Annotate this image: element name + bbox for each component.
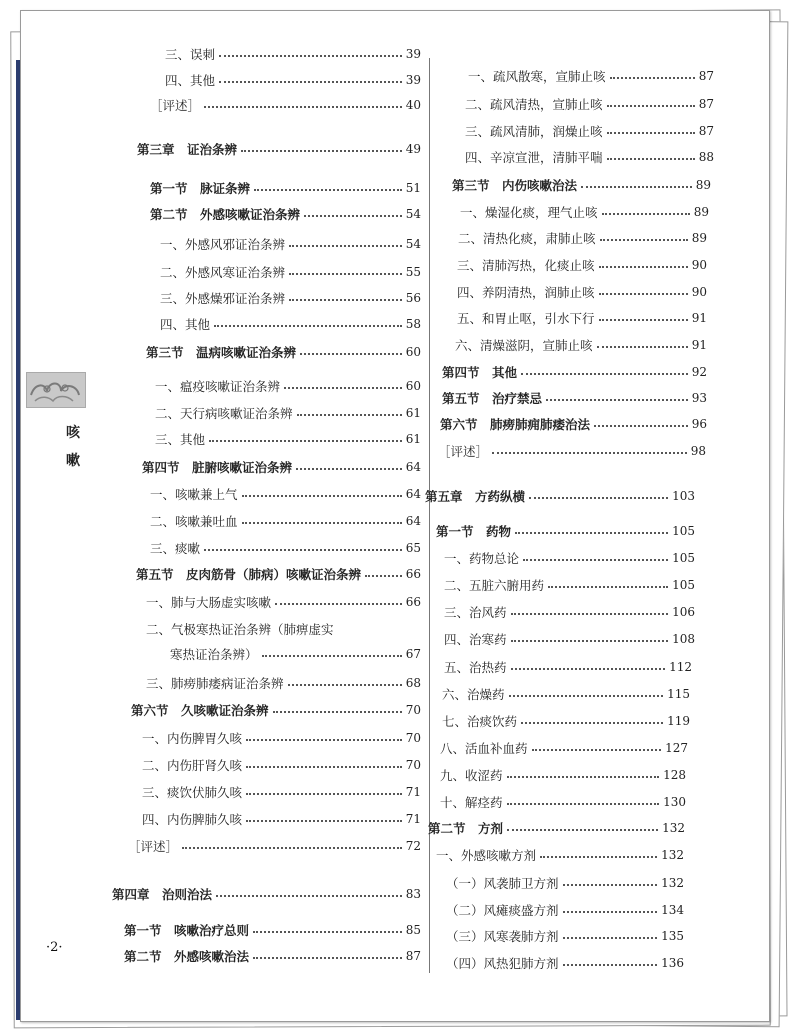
toc-entry[interactable] [444,657,692,677]
toc-entry[interactable] [440,792,686,812]
leader-dots [507,776,660,778]
toc-entry-page: 92 [691,365,707,379]
toc-entry-title: 八、活血补血药 [440,741,528,756]
toc-entry-page: 83 [405,887,421,901]
toc-entry[interactable] [142,728,421,748]
toc-entry-page: 54 [405,207,421,221]
leader-dots [602,213,690,215]
toc-entry-title: 六、清燥滋阴，宣肺止咳 [455,338,593,353]
toc-entry-page: 108 [672,632,695,646]
toc-entry-page: 119 [667,714,690,728]
toc-entry-page: 136 [661,956,684,970]
toc-entry-continuation[interactable] [170,644,421,664]
leader-dots [254,189,402,191]
toc-entry-page: 64 [405,460,421,474]
toc-entry-page: 127 [665,741,688,755]
toc-entry-page: 66 [405,567,421,581]
toc-entry-title: 二、内伤肝肾久咳 [142,758,243,773]
toc-entry-title: 四、养阴清热，润肺止咳 [457,285,595,300]
toc-entry-title: 三、痰饮伏肺久咳 [142,785,243,800]
toc-entry[interactable] [146,619,421,639]
toc-entry-title: ［评述］ [438,444,489,459]
leader-dots [599,319,688,321]
toc-entry-title: 二、外感风寒证治条辨 [160,265,286,280]
toc-entry[interactable] [142,755,421,775]
toc-entry[interactable] [465,121,714,141]
leader-dots [599,293,688,295]
toc-entry-title: （二）风瘫痰盛方剂 [446,903,559,918]
toc-entry-page: 96 [691,417,707,431]
leader-dots [219,81,402,83]
toc-entry-title: 第四章 治则治法 [112,887,213,902]
side-heading-char-1: 咳 [66,425,80,441]
toc-entry[interactable] [160,262,421,282]
toc-entry[interactable] [457,255,707,275]
toc-entry-title: 第二节 方剂 [428,821,504,836]
toc-entry-page: 134 [661,903,684,917]
leader-dots [289,273,402,275]
toc-entry-page: 106 [672,605,695,619]
toc-entry-title: （四）风热犯肺方剂 [446,956,559,971]
leader-dots [600,239,688,241]
toc-entry-page: 39 [405,73,421,87]
toc-entry[interactable] [146,673,421,693]
side-heading-char-2: 嗽 [66,453,80,469]
toc-entry-title: 三、误刺 [165,47,216,62]
leader-dots [246,820,402,822]
leader-dots [289,245,402,247]
toc-entry[interactable] [438,441,706,461]
toc-section[interactable] [150,204,421,224]
toc-section[interactable] [436,521,695,541]
toc-entry-title: 七、治痰饮药 [442,714,518,729]
toc-entry-page: 87 [698,124,714,138]
toc-entry[interactable] [465,94,714,114]
toc-entry-title: 第二节 外感咳嗽治法 [124,949,250,964]
toc-entry[interactable] [128,836,421,856]
toc-entry-page: 60 [405,345,421,359]
toc-entry-title: 第六节 肺痨肺痈肺痿治法 [440,417,591,432]
toc-entry-title: 第四节 脏腑咳嗽证治条辨 [142,460,293,475]
toc-entry[interactable] [468,66,714,86]
leader-dots [607,132,695,134]
toc-entry-page: 58 [405,317,421,331]
leader-dots [284,387,402,389]
leader-dots [365,575,402,577]
toc-entry-page: 70 [405,703,421,717]
leader-dots [607,105,695,107]
toc-entry-title: 一、咳嗽兼上气 [150,487,238,502]
toc-entry-title: 三、治风药 [444,605,507,620]
leader-dots [246,793,402,795]
toc-section[interactable] [452,175,711,195]
toc-entry-page: 89 [693,205,709,219]
toc-entry-title: 二、气极寒热证治条辨（肺痹虚实 [146,622,334,637]
leader-dots [216,895,402,897]
toc-entry[interactable] [155,376,421,396]
toc-chapter[interactable] [137,139,421,159]
toc-entry-title: 一、外感风邪证治条辨 [160,237,286,252]
leader-dots [300,353,402,355]
leader-dots [275,603,402,605]
toc-entry-page: 105 [672,524,695,538]
toc-entry[interactable] [458,228,707,248]
leader-dots [529,497,668,499]
toc-entry-title: 四、辛凉宣泄，清肺平喘 [465,150,603,165]
toc-entry-title: 二、清热化痰，肃肺止咳 [458,231,596,246]
leader-dots [610,77,695,79]
toc-entry-title: 五、和胃止呕，引水下行 [457,311,595,326]
toc-entry-title: 三、其他 [155,432,206,447]
toc-entry-page: 71 [405,785,421,799]
leader-dots [540,856,657,858]
toc-entry[interactable] [150,538,421,558]
leader-dots [288,684,402,686]
toc-section[interactable] [124,920,421,940]
toc-entry-title: 三、清肺泻热，化痰止咳 [457,258,595,273]
toc-entry-title: 三、痰嗽 [150,541,201,556]
toc-entry-page: 132 [661,848,684,862]
toc-entry-title: 三、外感燥邪证治条辨 [160,291,286,306]
leader-dots [242,495,402,497]
leader-dots [492,452,687,454]
toc-entry[interactable] [444,575,695,595]
toc-entry-page: 103 [672,489,695,503]
toc-section[interactable] [442,362,707,382]
toc-entry-title: 第五节 皮肉筋骨（肺病）咳嗽证治条辨 [136,567,362,582]
toc-section[interactable] [142,457,421,477]
toc-entry-page: 85 [405,923,421,937]
leader-dots [262,655,402,657]
toc-entry-page: 70 [405,758,421,772]
toc-entry-title: 第三章 证治条辨 [137,142,238,157]
toc-entry-title: 第三节 温病咳嗽证治条辨 [146,345,297,360]
toc-entry[interactable] [446,926,684,946]
toc-entry-title: （三）风寒袭肺方剂 [446,929,559,944]
toc-entry[interactable] [142,782,421,802]
toc-entry-page: 132 [661,876,684,890]
leader-dots [521,722,663,724]
toc-entry-title: 一、外感咳嗽方剂 [436,848,537,863]
toc-entry-page: 105 [672,551,695,565]
toc-entry[interactable] [146,592,421,612]
toc-entry-title: 第四节 其他 [442,365,518,380]
toc-entry[interactable] [444,629,695,649]
decorative-cloud-ornament [26,372,86,408]
toc-entry-page: 105 [672,578,695,592]
toc-entry-page: 89 [691,231,707,245]
leader-dots [511,668,666,670]
toc-entry-page: 91 [691,311,707,325]
leader-dots [253,957,402,959]
leader-dots [599,266,688,268]
leader-dots [246,766,402,768]
toc-entry-page: 87 [698,69,714,83]
toc-entry-page: 115 [667,687,690,701]
toc-entry-page: 61 [405,406,421,420]
toc-section[interactable] [428,818,685,838]
toc-entry[interactable] [436,845,684,865]
toc-chapter[interactable] [425,486,695,506]
leader-dots [182,847,402,849]
leader-dots [509,695,664,697]
leader-dots [219,55,402,57]
toc-entry[interactable] [160,288,421,308]
toc-entry-page: 88 [698,150,714,164]
toc-entry-title: 第五章 方药纵横 [425,489,526,504]
toc-entry-page: 49 [405,142,421,156]
leader-dots [246,739,402,741]
toc-entry-title: （一）风袭肺卫方剂 [446,876,559,891]
toc-entry-page: 40 [405,98,421,112]
toc-entry-title: 第六节 久咳嗽证治条辨 [131,703,269,718]
toc-entry-page: 54 [405,237,421,251]
toc-entry-page: 130 [663,795,686,809]
leader-dots [204,106,402,108]
leader-dots [507,829,658,831]
toc-section[interactable] [131,700,421,720]
leader-dots [607,158,695,160]
toc-entry-page: 67 [405,647,421,661]
toc-entry-page: 55 [405,265,421,279]
toc-entry[interactable] [455,335,707,355]
toc-entry-page: 128 [663,768,686,782]
toc-section[interactable] [440,414,707,434]
toc-entry-title: 三、疏风清肺，润燥止咳 [465,124,603,139]
toc-entry-title: 三、肺痨肺痿病证治条辨 [146,676,284,691]
toc-entry[interactable] [444,602,695,622]
leader-dots [563,911,658,913]
leader-dots [597,346,688,348]
toc-entry-page: 65 [405,541,421,555]
leader-dots [241,150,402,152]
leader-dots [546,399,688,401]
leader-dots [273,711,402,713]
toc-entry-page: 87 [698,97,714,111]
leader-dots [507,803,660,805]
toc-entry-title: 二、五脏六腑用药 [444,578,545,593]
toc-entry-title: ［评述］ [150,98,201,113]
toc-entry-title: ［评述］ [128,839,179,854]
toc-entry[interactable] [165,70,421,90]
toc-entry-page: 60 [405,379,421,393]
toc-entry-title: 第三节 内伤咳嗽治法 [452,178,578,193]
toc-entry-page: 72 [405,839,421,853]
toc-entry-page: 91 [691,338,707,352]
toc-entry-page: 87 [405,949,421,963]
leader-dots [521,373,688,375]
toc-section[interactable] [124,946,421,966]
toc-entry-title: 第一节 药物 [436,524,512,539]
toc-entry[interactable] [442,684,690,704]
toc-entry-title: 二、疏风清热，宣肺止咳 [465,97,603,112]
toc-entry-page: 64 [405,514,421,528]
toc-entry-page: 132 [662,821,685,835]
toc-entry-title: 九、收涩药 [440,768,503,783]
toc-entry-page: 56 [405,291,421,305]
toc-entry-page: 112 [669,660,692,674]
toc-section[interactable] [442,388,707,408]
toc-entry[interactable] [457,282,707,302]
toc-entry[interactable] [155,403,421,423]
leader-dots [511,613,669,615]
toc-section[interactable] [136,564,421,584]
toc-entry[interactable] [150,484,421,504]
toc-entry-title: 第一节 脉证条辨 [150,181,251,196]
toc-entry-title: 六、治燥药 [442,687,505,702]
toc-entry[interactable] [460,202,709,222]
toc-entry[interactable] [446,900,684,920]
toc-entry-title: 四、治寒药 [444,632,507,647]
toc-entry-page: 51 [405,181,421,195]
leader-dots [304,215,402,217]
toc-entry-title: 一、肺与大肠虚实咳嗽 [146,595,272,610]
leader-dots [204,549,402,551]
toc-entry[interactable] [446,953,684,973]
toc-entry-title: 一、瘟疫咳嗽证治条辨 [155,379,281,394]
page-number: ·2· [46,940,63,955]
leader-dots [209,440,402,442]
toc-entry[interactable] [142,809,421,829]
toc-entry-page: 64 [405,487,421,501]
toc-entry-title: 二、咳嗽兼吐血 [150,514,238,529]
toc-entry-title: 一、疏风散寒，宣肺止咳 [468,69,606,84]
toc-entry[interactable] [150,511,421,531]
leader-dots [563,964,658,966]
leader-dots [214,325,402,327]
toc-entry-title: 一、内伤脾胃久咳 [142,731,243,746]
toc-entry[interactable] [160,314,421,334]
toc-entry-page: 93 [691,391,707,405]
toc-section[interactable] [150,178,421,198]
toc-entry-page: 135 [661,929,684,943]
toc-entry[interactable] [155,429,421,449]
toc-entry-title: 四、内伤脾肺久咳 [142,812,243,827]
toc-entry-page: 98 [690,444,706,458]
toc-entry[interactable] [165,44,421,64]
leader-dots [253,931,402,933]
leader-dots [563,937,658,939]
toc-entry-page: 66 [405,595,421,609]
toc-entry-page: 70 [405,731,421,745]
toc-entry-title: 一、药物总论 [444,551,520,566]
toc-entry-page: 71 [405,812,421,826]
toc-entry[interactable] [465,147,714,167]
toc-entry-page: 68 [405,676,421,690]
toc-entry-title: 第二节 外感咳嗽证治条辨 [150,207,301,222]
toc-entry-title: 五、治热药 [444,660,507,675]
toc-entry-page: 61 [405,432,421,446]
leader-dots [296,468,402,470]
leader-dots [515,532,668,534]
toc-entry[interactable] [446,873,684,893]
toc-chapter[interactable] [112,884,421,904]
toc-entry-page: 90 [691,258,707,272]
leader-dots [523,559,668,561]
toc-entry-title: 一、燥湿化痰，理气止咳 [460,205,598,220]
leader-dots [289,299,402,301]
toc-entry-title: 四、其他 [160,317,211,332]
toc-entry[interactable] [440,765,686,785]
leader-dots [511,640,669,642]
toc-entry[interactable] [442,711,690,731]
toc-entry[interactable] [440,738,688,758]
leader-dots [594,425,688,427]
toc-entry-title: 寒热证治条辨） [170,647,258,662]
toc-entry-title: 十、解痉药 [440,795,503,810]
leader-dots [242,522,402,524]
leader-dots [532,749,662,751]
leader-dots [297,414,402,416]
toc-entry[interactable] [150,95,421,115]
toc-entry[interactable] [457,308,707,328]
leader-dots [563,884,658,886]
toc-entry-page: 39 [405,47,421,61]
toc-entry[interactable] [444,548,695,568]
toc-entry-page: 90 [691,285,707,299]
toc-entry-page: 89 [695,178,711,192]
toc-entry-title: 二、天行病咳嗽证治条辨 [155,406,293,421]
toc-entry[interactable] [160,234,421,254]
toc-entry-title: 第五节 治疗禁忌 [442,391,543,406]
leader-dots [581,186,692,188]
leader-dots [548,586,668,588]
toc-entry-title: 四、其他 [165,73,216,88]
toc-section[interactable] [146,342,421,362]
toc-entry-title: 第一节 咳嗽治疗总则 [124,923,250,938]
